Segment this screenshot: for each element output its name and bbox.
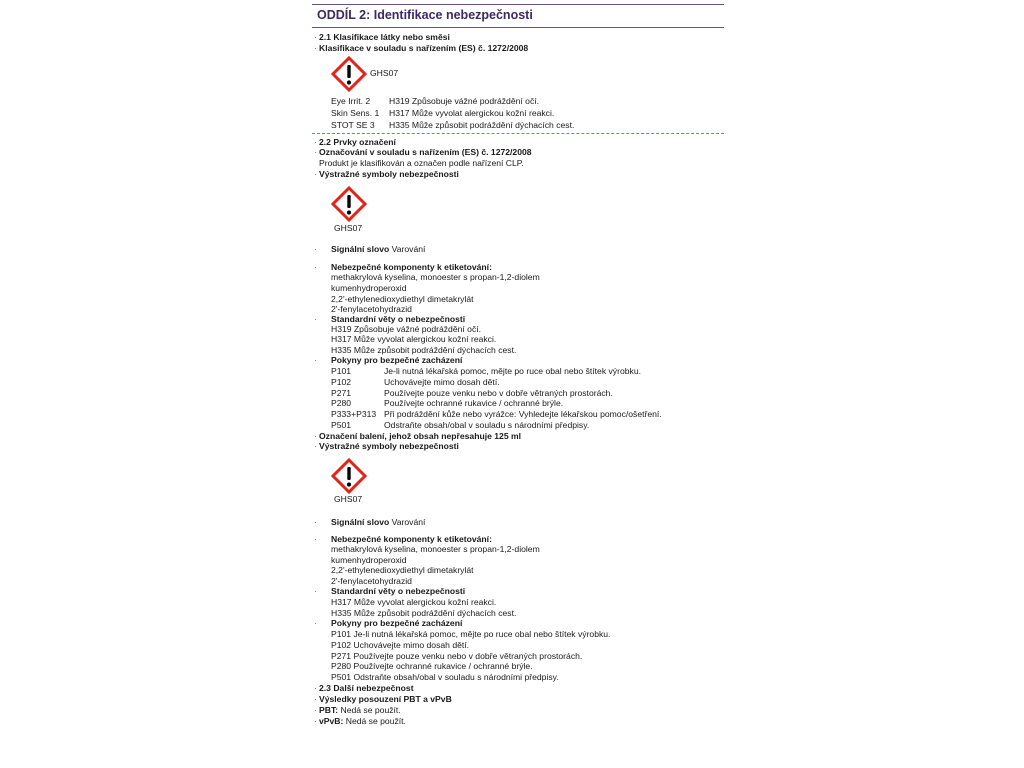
h-statement: H317 Může vyvolat alergickou kožní reakci.: [331, 597, 497, 607]
p-statements-label: Pokyny pro bezpečné zacházení: [331, 618, 463, 628]
p-code: P501: [331, 420, 352, 430]
h-statement: H335 Může způsobit podráždění dýchacích cest.: [331, 608, 517, 618]
vpvb-label: vPvB:: [319, 716, 344, 726]
component-item: 2,2'-ethylenedioxydiethyl dimetakrylát: [331, 565, 474, 575]
section-divider: [312, 133, 724, 134]
hazard-statement: H335 Může způsobit podráždění dýchacích cest.: [389, 120, 575, 130]
h-statements-label: Standardní věty o nebezpečnosti: [331, 586, 466, 596]
s22-heading: 2.2 Prvky označení: [319, 137, 396, 147]
pictogram-label: GHS07: [370, 68, 399, 78]
signal-value: Varování: [391, 517, 426, 527]
bullet: ·: [314, 244, 317, 254]
hazard-statement: H319 Způsobuje vážné podráždění očí.: [389, 96, 540, 106]
bullet: ·: [314, 441, 317, 451]
bullet: ·: [314, 534, 317, 544]
bullet: ·: [314, 618, 317, 628]
component-item: 2'-fenylacetohydrazid: [331, 576, 412, 586]
ghs07-exclamation-icon: [331, 56, 367, 92]
component-item: kumenhydroperoxid: [331, 283, 407, 293]
ghs07-exclamation-icon: [331, 186, 367, 222]
pbt-value: Nedá se použít.: [340, 705, 401, 715]
hazard-statement: H317 Může vyvolat alergickou kožní reakci.: [389, 108, 555, 118]
component-item: 2'-fenylacetohydrazid: [331, 304, 412, 314]
h-statement: H317 Může vyvolat alergickou kožní reakci.: [331, 334, 497, 344]
bullet: ·: [314, 683, 317, 693]
s22-subheading: Označování v souladu s nařízením (ES) č. 1272/2008: [319, 147, 532, 157]
section-title: ODDÍL 2: Identifikace nebezpečnosti: [317, 8, 533, 22]
p-statements-label: Pokyny pro bezpečné zacházení: [331, 355, 463, 365]
small-pack-heading: Označení balení, jehož obsah nepřesahuje 125 ml: [319, 431, 522, 441]
bullet: ·: [314, 169, 317, 179]
hazard-class: Eye Irrit. 2: [331, 96, 371, 106]
p-statement: P280 Používejte ochranné rukavice / ochranné brýle.: [331, 661, 533, 671]
s22-note: Produkt je klasifikován a označen podle nařízení CLP.: [319, 158, 524, 168]
p-code: P101: [331, 366, 352, 376]
h-statements-label: Standardní věty o nebezpečnosti: [331, 314, 466, 324]
p-text: Je-li nutná lékařská pomoc, mějte po ruce obal nebo štítek výrobku.: [384, 366, 641, 376]
section-header: [312, 4, 724, 28]
p-code: P280: [331, 398, 352, 408]
p-text: Při podráždění kůže nebo vyrážce: Vyhledejte lékařskou pomoc/ošetření.: [384, 409, 662, 419]
signal-label: Signální slovo: [331, 517, 390, 527]
bullet: ·: [314, 147, 317, 157]
bullet: ·: [314, 694, 317, 704]
ghs07-exclamation-icon: [331, 458, 367, 494]
component-item: methakrylová kyselina, monoester s propan-1,2-diolem: [331, 544, 540, 554]
bullet: ·: [314, 705, 317, 715]
p-statement: P102 Uchovávejte mimo dosah dětí.: [331, 640, 470, 650]
pictogram-label: GHS07: [334, 223, 363, 233]
hazard-class: STOT SE 3: [331, 120, 375, 130]
s23-heading: 2.3 Další nebezpečnost: [319, 683, 414, 693]
bullet: ·: [314, 43, 317, 53]
s21-heading: 2.1 Klasifikace látky nebo směsi: [319, 32, 450, 42]
vpvb-value: Nedá se použít.: [345, 716, 406, 726]
bullet: ·: [314, 32, 317, 42]
bullet: ·: [314, 314, 317, 324]
bullet: ·: [314, 586, 317, 596]
p-text: Používejte ochranné rukavice / ochranné brýle.: [384, 398, 564, 408]
p-statement: P101 Je-li nutná lékařská pomoc, mějte po ruce obal nebo štítek výrobku.: [331, 629, 611, 639]
pbt-label: PBT:: [319, 705, 339, 715]
signal-word: [331, 517, 425, 528]
h-statement: H319 Způsobuje vážné podráždění očí.: [331, 324, 482, 334]
components-label: Nebezpečné komponenty k etiketování:: [331, 534, 492, 544]
bullet: ·: [314, 262, 317, 272]
bullet: ·: [314, 431, 317, 441]
bullet: ·: [314, 137, 317, 147]
p-text: Odstraňte obsah/obal v souladu s národními předpisy.: [384, 420, 590, 430]
p-statement: P501 Odstraňte obsah/obal v souladu s národními předpisy.: [331, 672, 559, 682]
signal-value: Varování: [391, 244, 426, 254]
p-code: P333+P313: [331, 409, 377, 419]
s21-subheading: Klasifikace v souladu s nařízením (ES) č. 1272/2008: [319, 43, 529, 53]
hazard-class: Skin Sens. 1: [331, 108, 380, 118]
bullet: ·: [314, 355, 317, 365]
vpvb-row: [319, 716, 406, 727]
p-code: P102: [331, 377, 352, 387]
component-item: methakrylová kyselina, monoester s propan-1,2-diolem: [331, 272, 540, 282]
p-text: Uchovávejte mimo dosah dětí.: [384, 377, 500, 387]
pictogram-label: GHS07: [334, 494, 363, 504]
symbols-label: Výstražné symboly nebezpečnosti: [319, 169, 459, 179]
p-statement: P271 Používejte pouze venku nebo v dobře větraných prostorách.: [331, 651, 583, 661]
component-item: kumenhydroperoxid: [331, 555, 407, 565]
pbt-row: [319, 705, 401, 716]
p-code: P271: [331, 388, 352, 398]
signal-label: Signální slovo: [331, 244, 390, 254]
symbols-label: Výstražné symboly nebezpečnosti: [319, 441, 459, 451]
pbt-heading: Výsledky posouzení PBT a vPvB: [319, 694, 452, 704]
component-item: 2,2'-ethylenedioxydiethyl dimetakrylát: [331, 294, 474, 304]
h-statement: H335 Může způsobit podráždění dýchacích cest.: [331, 345, 517, 355]
components-label: Nebezpečné komponenty k etiketování:: [331, 262, 492, 272]
bullet: ·: [314, 716, 317, 726]
p-text: Používejte pouze venku nebo v dobře větraných prostorách.: [384, 388, 613, 398]
signal-word: [331, 244, 425, 255]
bullet: ·: [314, 517, 317, 527]
